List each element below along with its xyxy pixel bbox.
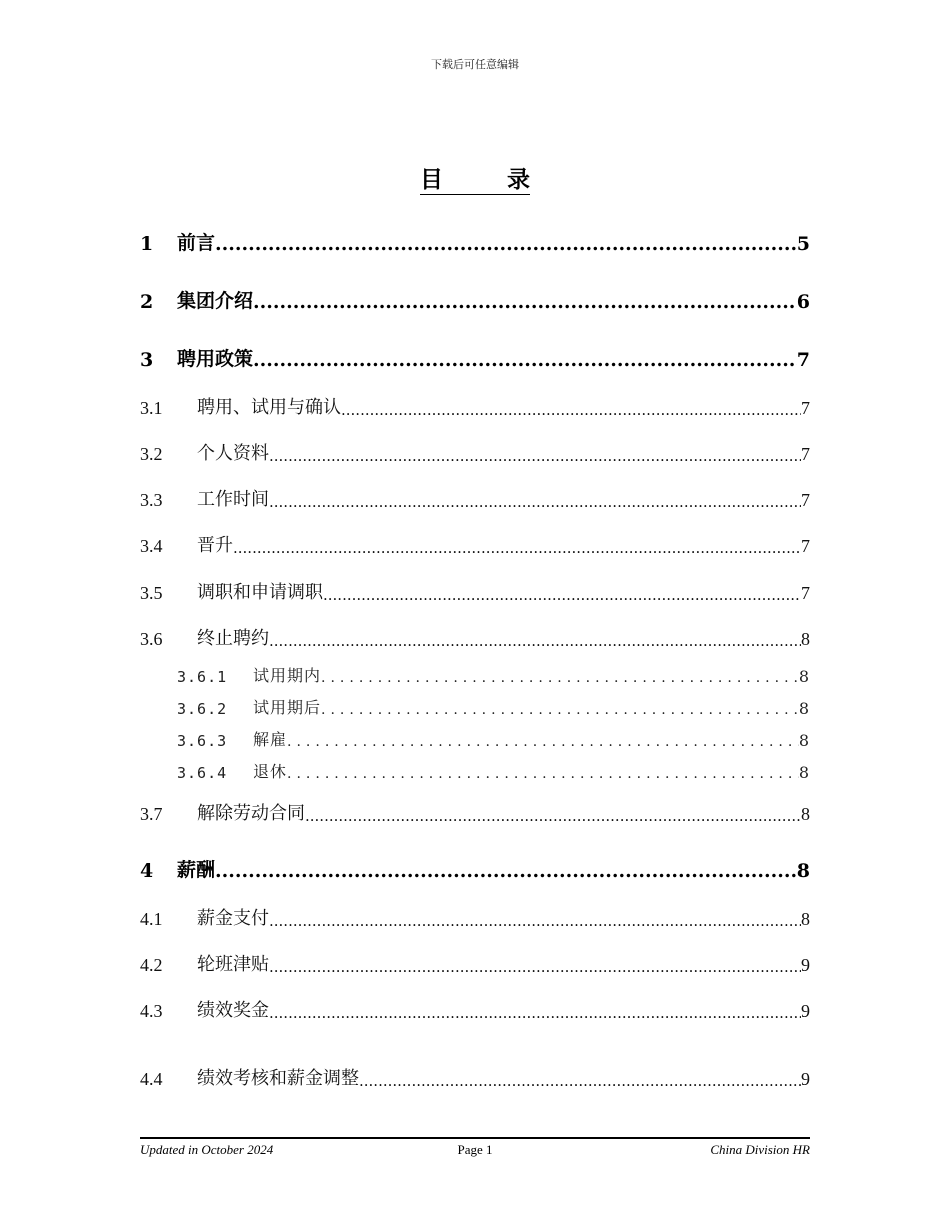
toc-leader — [269, 632, 801, 650]
toc-number: 4 — [140, 860, 154, 882]
toc-page: 6 — [796, 291, 810, 313]
toc-leader — [321, 670, 799, 686]
toc-number: 3.6.4 — [177, 764, 228, 782]
toc-entry-4[interactable] — [140, 856, 810, 882]
toc-entry-3-6-4[interactable] — [177, 756, 810, 782]
toc-leader — [341, 401, 801, 419]
toc-entry-4-4[interactable] — [140, 1064, 810, 1090]
toc-number: 3.1 — [140, 398, 163, 418]
toc-page: 7 — [801, 536, 810, 556]
toc-entry-4-1[interactable] — [140, 904, 810, 930]
toc-label: 解雇 — [253, 730, 288, 749]
toc-number: 1 — [140, 233, 154, 255]
page-title — [420, 160, 530, 195]
toc-label: 解除劳动合同 — [197, 803, 305, 824]
toc-entry-4-2[interactable] — [140, 950, 810, 976]
toc-number: 3.5 — [140, 583, 163, 603]
toc-number: 3.7 — [140, 804, 163, 824]
toc-page: 8 — [798, 667, 810, 686]
footer-page-number: Page 1 — [457, 1142, 493, 1157]
toc-label: 薪金支付 — [197, 908, 269, 929]
toc-leader — [233, 539, 801, 557]
toc-label: 轮班津贴 — [197, 954, 269, 975]
footer-divider — [140, 1137, 810, 1139]
toc-number: 3.4 — [140, 536, 163, 556]
toc-page: 7 — [801, 490, 810, 510]
toc-label: 聘用、试用与确认 — [197, 397, 341, 418]
toc-entry-2[interactable] — [140, 287, 810, 313]
toc-leader — [287, 766, 799, 782]
toc-leader — [215, 233, 797, 255]
toc-entry-3-6-1[interactable] — [177, 660, 810, 686]
toc-number: 4.1 — [140, 909, 163, 929]
toc-entry-3-1[interactable] — [140, 393, 810, 419]
toc-entry-3-3[interactable] — [140, 485, 810, 511]
toc-entry-3-4[interactable] — [140, 531, 810, 557]
toc-number: 3.6.2 — [177, 700, 228, 718]
toc-leader — [269, 912, 801, 930]
toc-page: 9 — [801, 1001, 810, 1021]
toc-leader — [323, 586, 801, 604]
toc-label: 试用期后 — [253, 698, 322, 717]
toc-number: 3.6.3 — [177, 732, 228, 750]
toc-page: 8 — [801, 804, 810, 824]
toc-entry-3-5[interactable] — [140, 578, 810, 604]
page-footer — [140, 1142, 810, 1160]
footer-department: China Division HR — [710, 1142, 810, 1157]
toc-page: 8 — [796, 860, 810, 882]
toc-entry-3-6-2[interactable] — [177, 692, 810, 718]
toc-page: 7 — [801, 583, 810, 603]
toc-page: 8 — [801, 629, 810, 649]
toc-label: 试用期内 — [253, 666, 322, 685]
toc-number: 3.3 — [140, 490, 163, 510]
toc-entry-3-6-3[interactable] — [177, 724, 810, 750]
header-note: 下载后可任意编辑 — [431, 58, 519, 71]
toc-number: 3 — [140, 349, 154, 371]
toc-leader — [359, 1072, 801, 1090]
toc-label: 前言 — [177, 232, 216, 254]
toc-leader — [305, 807, 801, 825]
toc-number: 4.2 — [140, 955, 163, 975]
toc-number: 3.2 — [140, 444, 163, 464]
toc-page: 8 — [798, 731, 810, 750]
page-title-right: 录 — [507, 165, 530, 193]
toc-leader — [253, 291, 797, 313]
toc-entry-3-7[interactable] — [140, 799, 810, 825]
toc-page: 8 — [798, 763, 810, 782]
toc-leader — [321, 702, 799, 718]
toc-label: 绩效奖金 — [197, 1000, 269, 1021]
toc-leader — [287, 734, 799, 750]
toc-leader — [269, 1004, 801, 1022]
toc-entry-3[interactable] — [140, 345, 810, 371]
toc-label: 集团介绍 — [177, 290, 254, 312]
toc-entry-3-6[interactable] — [140, 624, 810, 650]
toc-number: 3.6.1 — [177, 668, 228, 686]
toc-entry-4-3[interactable] — [140, 996, 810, 1022]
toc-page: 9 — [801, 955, 810, 975]
toc-label: 退休 — [253, 762, 288, 781]
toc-number: 4.4 — [140, 1069, 163, 1089]
toc-entry-3-2[interactable] — [140, 439, 810, 465]
toc-label: 薪酬 — [177, 859, 216, 881]
toc-label: 晋升 — [197, 535, 233, 556]
toc-page: 9 — [801, 1069, 810, 1089]
toc-page: 7 — [801, 398, 810, 418]
toc-label: 终止聘约 — [197, 628, 269, 649]
toc-label: 个人资料 — [197, 443, 269, 464]
toc-leader — [269, 447, 801, 465]
toc-number: 2 — [140, 291, 154, 313]
toc-page: 8 — [801, 909, 810, 929]
toc-number: 4.3 — [140, 1001, 163, 1021]
toc-entry-1[interactable] — [140, 229, 810, 255]
toc-label: 绩效考核和薪金调整 — [197, 1068, 359, 1089]
toc-page: 7 — [801, 444, 810, 464]
toc-page: 5 — [796, 233, 810, 255]
toc-leader — [253, 349, 797, 371]
toc-leader — [269, 493, 801, 511]
toc-leader — [269, 958, 801, 976]
toc-label: 工作时间 — [197, 489, 269, 510]
toc-page: 7 — [796, 349, 810, 371]
toc-leader — [215, 860, 797, 882]
page-title-left: 目 — [420, 165, 443, 193]
toc-number: 3.6 — [140, 629, 163, 649]
footer-updated-date: Updated in October 2024 — [140, 1142, 274, 1157]
toc-label: 聘用政策 — [177, 348, 254, 370]
toc-page: 8 — [798, 699, 810, 718]
toc-label: 调职和申请调职 — [197, 582, 323, 603]
